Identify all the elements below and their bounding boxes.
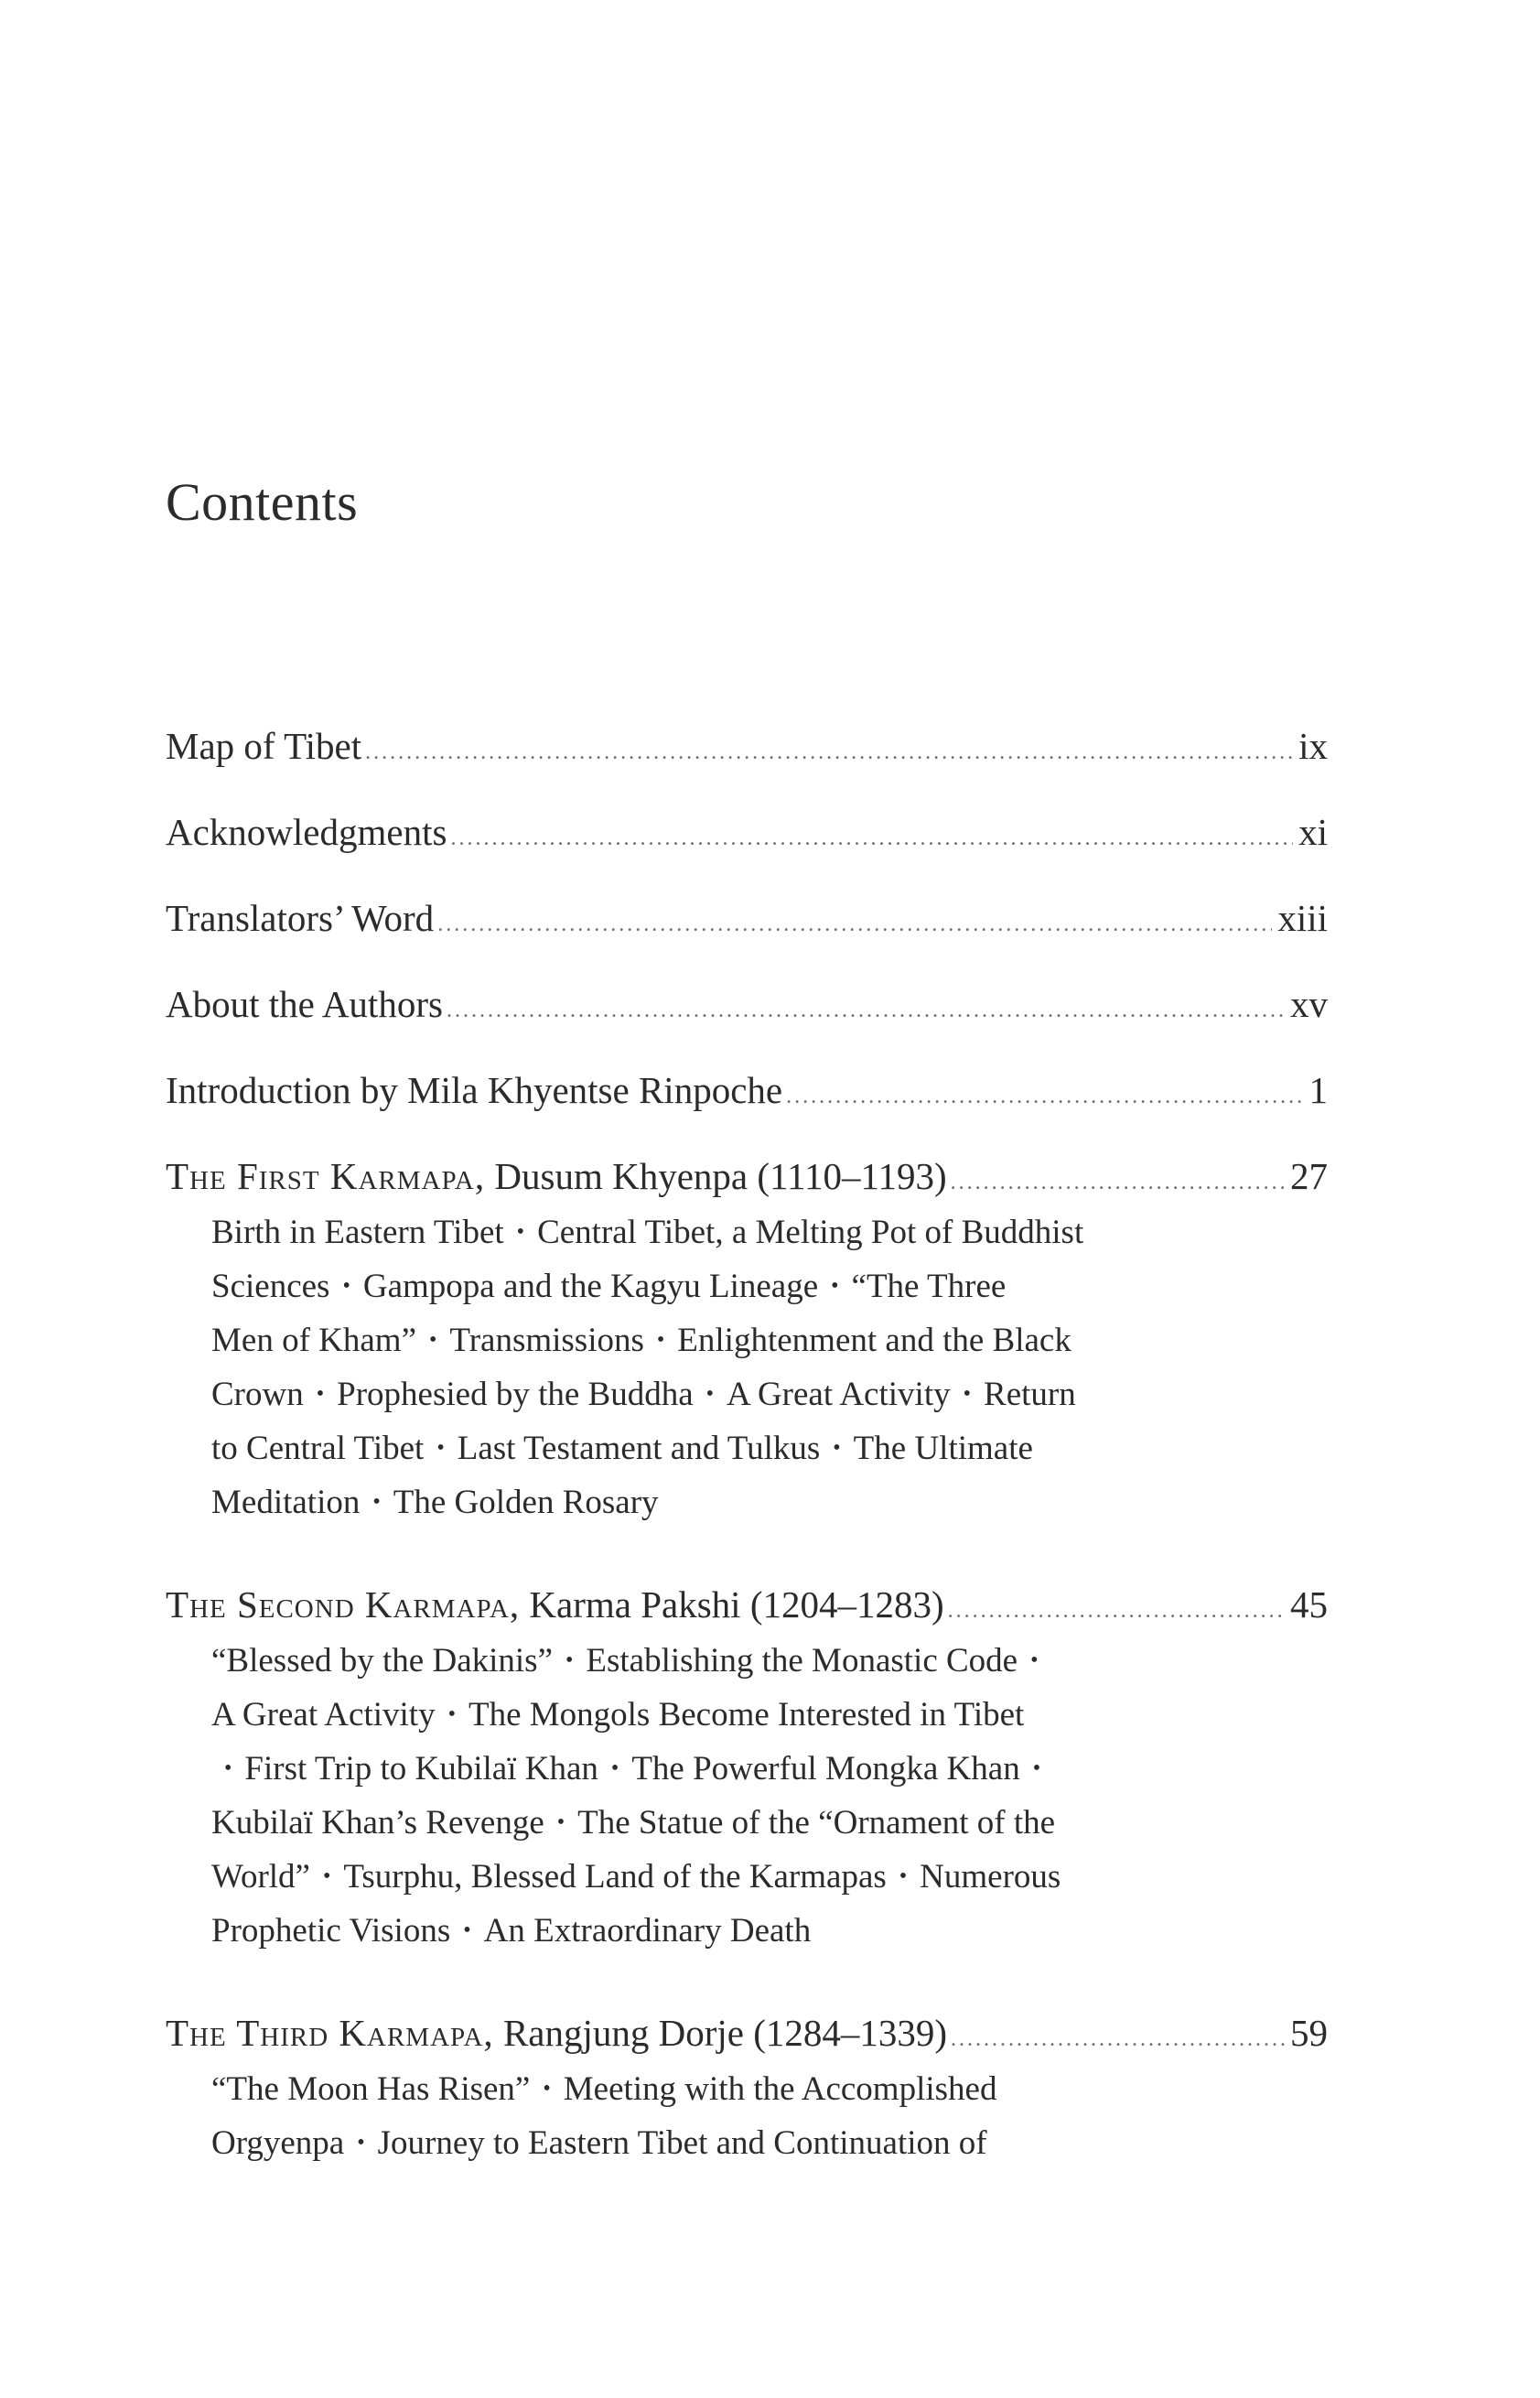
chapter-page: 59 [1290, 2012, 1328, 2054]
section-line [211, 1850, 1245, 1904]
toc-entry-label: Translators’ Word [166, 897, 435, 939]
toc-entry-label: About the Authors [166, 983, 443, 1025]
chapter-name: Karma Pakshi (1204–1283) [529, 1583, 944, 1626]
bullet-separator: • [342, 1274, 350, 1299]
section-line [211, 1796, 1245, 1850]
section-title[interactable]: Crown [211, 1376, 304, 1413]
section-title[interactable]: Orgyenpa [211, 2124, 345, 2162]
section-title[interactable]: A Great Activity [211, 1696, 436, 1734]
chapter-ordinal: The First Karmapa, [166, 1155, 486, 1197]
chapter-ordinal: The Third Karmapa, [166, 2012, 494, 2054]
toc-entry-page: xiii [1277, 897, 1328, 939]
section-title[interactable]: Journey to Eastern Tibet and Continuation of [377, 2124, 987, 2162]
bullet-separator: • [963, 1382, 972, 1407]
bullet-separator: • [705, 1382, 715, 1407]
toc-entry-about-the-authors[interactable] [166, 977, 1328, 1063]
section-title[interactable]: Numerous [920, 1858, 1061, 1896]
bullet-separator: • [429, 1328, 437, 1353]
section-line [211, 1634, 1245, 1688]
section-title[interactable]: Last Testament and Tulkus [457, 1430, 821, 1467]
chapter-name: Rangjung Dorje (1284–1339) [502, 2012, 948, 2054]
chapter-heading [166, 1577, 944, 1632]
toc-entry-label: Map of Tibet [166, 725, 362, 767]
section-title[interactable]: Sciences [211, 1268, 330, 1305]
bullet-separator: • [447, 1702, 456, 1727]
chapter-heading-row[interactable] [166, 1149, 1328, 1205]
bullet-separator: • [322, 1864, 331, 1889]
bullet-separator: • [610, 1756, 619, 1781]
dot-leader [447, 983, 1285, 1038]
toc-chapter-first-karmapa [166, 1149, 1328, 1529]
section-title[interactable]: Transmissions [449, 1322, 644, 1359]
toc-entry-page: xv [1290, 983, 1328, 1025]
section-title[interactable]: The Statue of the “Ornament of the [577, 1804, 1056, 1842]
section-title[interactable]: “The Moon Has Risen” [211, 2070, 531, 2108]
toc-entry-introduction[interactable] [166, 1063, 1328, 1149]
section-line [211, 1742, 1245, 1796]
chapter-heading [166, 2005, 947, 2060]
chapter-sections [211, 1634, 1245, 1958]
dot-leader [786, 1069, 1303, 1124]
section-title[interactable]: Enlightenment and the Black [677, 1322, 1072, 1359]
bullet-separator: • [357, 2131, 365, 2155]
section-title[interactable]: The Powerful Mongka Khan [631, 1750, 1020, 1788]
bullet-separator: • [556, 1810, 565, 1835]
toc-entry-acknowledgments[interactable] [166, 805, 1328, 891]
chapter-sections [211, 2062, 1245, 2170]
section-title[interactable]: World” [211, 1858, 310, 1896]
section-title[interactable]: A Great Activity [727, 1376, 951, 1413]
chapter-page: 45 [1290, 1583, 1328, 1626]
section-title[interactable]: The Golden Rosary [393, 1484, 659, 1521]
toc-entry-label: Introduction by Mila Khyentse Rinpoche [166, 1069, 783, 1111]
section-line [211, 2062, 1245, 2116]
bullet-separator: • [316, 1382, 325, 1407]
bullet-separator: • [899, 1864, 908, 1889]
chapter-heading-row[interactable] [166, 1577, 1328, 1634]
dot-leader [365, 725, 1293, 780]
section-title[interactable]: Return [984, 1376, 1076, 1413]
section-line [211, 1421, 1245, 1475]
section-title[interactable]: to Central Tibet [211, 1430, 425, 1467]
toc-chapter-third-karmapa [166, 2005, 1328, 2170]
section-title[interactable]: Prophesied by the Buddha [337, 1376, 694, 1413]
section-title[interactable]: Birth in Eastern Tibet [211, 1214, 504, 1251]
dot-leader [951, 2012, 1285, 2067]
chapter-page: 27 [1290, 1155, 1328, 1197]
bullet-separator: • [372, 1490, 381, 1515]
bullet-separator: • [463, 1918, 471, 1943]
section-title[interactable]: First Trip to Kubilaï Khan [244, 1750, 598, 1788]
chapter-name: Dusum Khyenpa (1110–1193) [494, 1155, 947, 1197]
section-title[interactable]: Kubilaï Khan’s Revenge [211, 1804, 544, 1842]
section-title[interactable]: An Extraordinary Death [483, 1912, 812, 1950]
section-title[interactable]: Gampopa and the Kagyu Lineage [362, 1268, 819, 1305]
section-title[interactable]: “Blessed by the Dakinis” [211, 1642, 553, 1680]
section-title[interactable]: “The Three [851, 1268, 1007, 1305]
dot-leader [450, 811, 1293, 866]
section-line [211, 1904, 1245, 1958]
section-line [211, 1475, 1245, 1529]
section-title[interactable]: Establishing the Monastic Code [586, 1642, 1018, 1680]
chapter-heading [166, 1149, 947, 1204]
bullet-separator: • [831, 1274, 839, 1299]
bullet-separator: • [436, 1436, 445, 1461]
toc-entry-translators-word[interactable] [166, 891, 1328, 977]
bullet-separator: • [543, 2077, 551, 2101]
dot-leader [948, 1583, 1285, 1638]
chapter-ordinal: The Second Karmapa, [166, 1583, 521, 1626]
page-title: Contents [166, 472, 359, 532]
dot-leader [437, 897, 1272, 952]
bullet-separator: • [565, 1648, 574, 1673]
bullet-separator: • [833, 1436, 841, 1461]
section-title[interactable]: Central Tibet, a Melting Pot of Buddhist [537, 1214, 1084, 1251]
section-title[interactable]: Men of Kham” [211, 1322, 416, 1359]
toc-entry-label: Acknowledgments [166, 811, 447, 853]
section-line [211, 1259, 1245, 1313]
section-title[interactable]: The Mongols Become Interested in Tibet [468, 1696, 1025, 1734]
toc-chapter-second-karmapa [166, 1577, 1328, 1958]
section-title[interactable]: Meditation [211, 1484, 361, 1521]
dot-leader [951, 1155, 1285, 1210]
section-title[interactable]: Tsurphu, Blessed Land of the Karmapas [343, 1858, 887, 1896]
chapter-heading-row[interactable] [166, 2005, 1328, 2062]
bullet-separator: • [224, 1756, 232, 1781]
chapter-sections [211, 1205, 1245, 1529]
section-line [211, 2116, 1245, 2170]
section-title[interactable]: The Ultimate [853, 1430, 1033, 1467]
toc-entry-page: xi [1298, 811, 1328, 853]
toc-entry-page: 1 [1308, 1069, 1328, 1111]
bullet-separator: • [1030, 1648, 1039, 1673]
section-line [211, 1313, 1245, 1367]
section-title[interactable]: Prophetic Visions [211, 1912, 451, 1950]
toc-entry-page: ix [1298, 725, 1328, 767]
bullet-separator: • [1032, 1756, 1041, 1781]
toc-entry-map-of-tibet[interactable] [166, 718, 1328, 805]
toc-front-matter [166, 718, 1328, 1149]
bullet-separator: • [516, 1220, 525, 1245]
section-title[interactable]: Meeting with the Accomplished [563, 2070, 997, 2108]
section-line [211, 1367, 1245, 1421]
bullet-separator: • [656, 1328, 665, 1353]
section-line [211, 1688, 1245, 1742]
section-line [211, 1205, 1245, 1259]
